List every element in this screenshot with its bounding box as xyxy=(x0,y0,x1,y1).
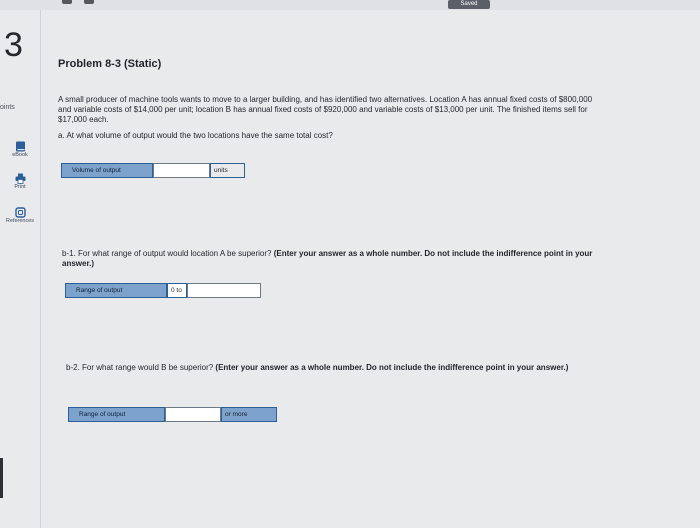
references-icon xyxy=(15,205,26,216)
question-b2 xyxy=(66,363,606,373)
problem-title: Problem 8-3 (Static) xyxy=(58,58,162,70)
question-a: a. At what volume of output would the two locations have the same total cost? xyxy=(58,131,333,140)
volume-of-output-input[interactable] xyxy=(153,163,210,178)
range-b1-input[interactable] xyxy=(187,283,261,298)
range-b2-input[interactable] xyxy=(165,407,221,422)
book-icon xyxy=(15,139,26,150)
points-label: oints xyxy=(0,104,15,111)
question-b1-instructions: (Enter your answer as a whole number. Do not include the indifference point in your answer.) xyxy=(62,249,593,268)
sidebar-divider xyxy=(40,10,41,528)
sidebar-item-ebook[interactable] xyxy=(2,139,38,158)
sidebar-item-label: Print xyxy=(14,184,26,190)
question-b1 xyxy=(62,249,602,269)
volume-of-output-label: Volume of output xyxy=(61,163,153,178)
answer-row-b2 xyxy=(68,407,277,422)
answer-row-a xyxy=(61,163,245,178)
range-b2-field[interactable] xyxy=(166,410,220,423)
units-label: units xyxy=(210,163,245,178)
sidebar-item-label: References xyxy=(5,218,35,224)
printer-icon xyxy=(15,171,26,182)
sidebar-item-references[interactable] xyxy=(2,205,38,224)
toolbar-button[interactable] xyxy=(84,0,94,4)
question-number: 3 xyxy=(4,26,23,64)
sidebar-item-print[interactable] xyxy=(2,171,38,190)
answer-row-b1 xyxy=(65,283,261,298)
range-of-output-label: Range of output xyxy=(68,407,165,422)
question-b2-instructions: (Enter your answer as a whole number. Do not include the indifference point in your answer.) xyxy=(215,363,569,372)
volume-of-output-field[interactable] xyxy=(154,166,209,179)
sidebar-item-label: eBook xyxy=(12,152,28,158)
edge-marker xyxy=(0,458,3,498)
saved-status: Saved xyxy=(448,0,490,9)
toolbar-button[interactable] xyxy=(62,0,72,4)
problem-description: A small producer of machine tools wants to move to a larger building, and has identified two alternatives. Location A has annual fixed costs of $800,000 and variable costs of $14,000 per unit; location B has annual fixed costs of $920,000 and variable costs of $13,000 per unit. The finished items sell for $17,000 each. xyxy=(58,95,593,124)
question-b1-text: b-1. For what range of output would location A be superior? xyxy=(62,249,274,258)
or-more-label: or more xyxy=(221,407,277,422)
top-bar xyxy=(0,0,700,10)
question-b2-text: b-2. For what range would B be superior? xyxy=(66,363,216,372)
range-of-output-label: Range of output xyxy=(65,283,167,298)
range-b1-field[interactable] xyxy=(188,286,260,299)
range-prefix-label: 0 to xyxy=(167,283,187,298)
